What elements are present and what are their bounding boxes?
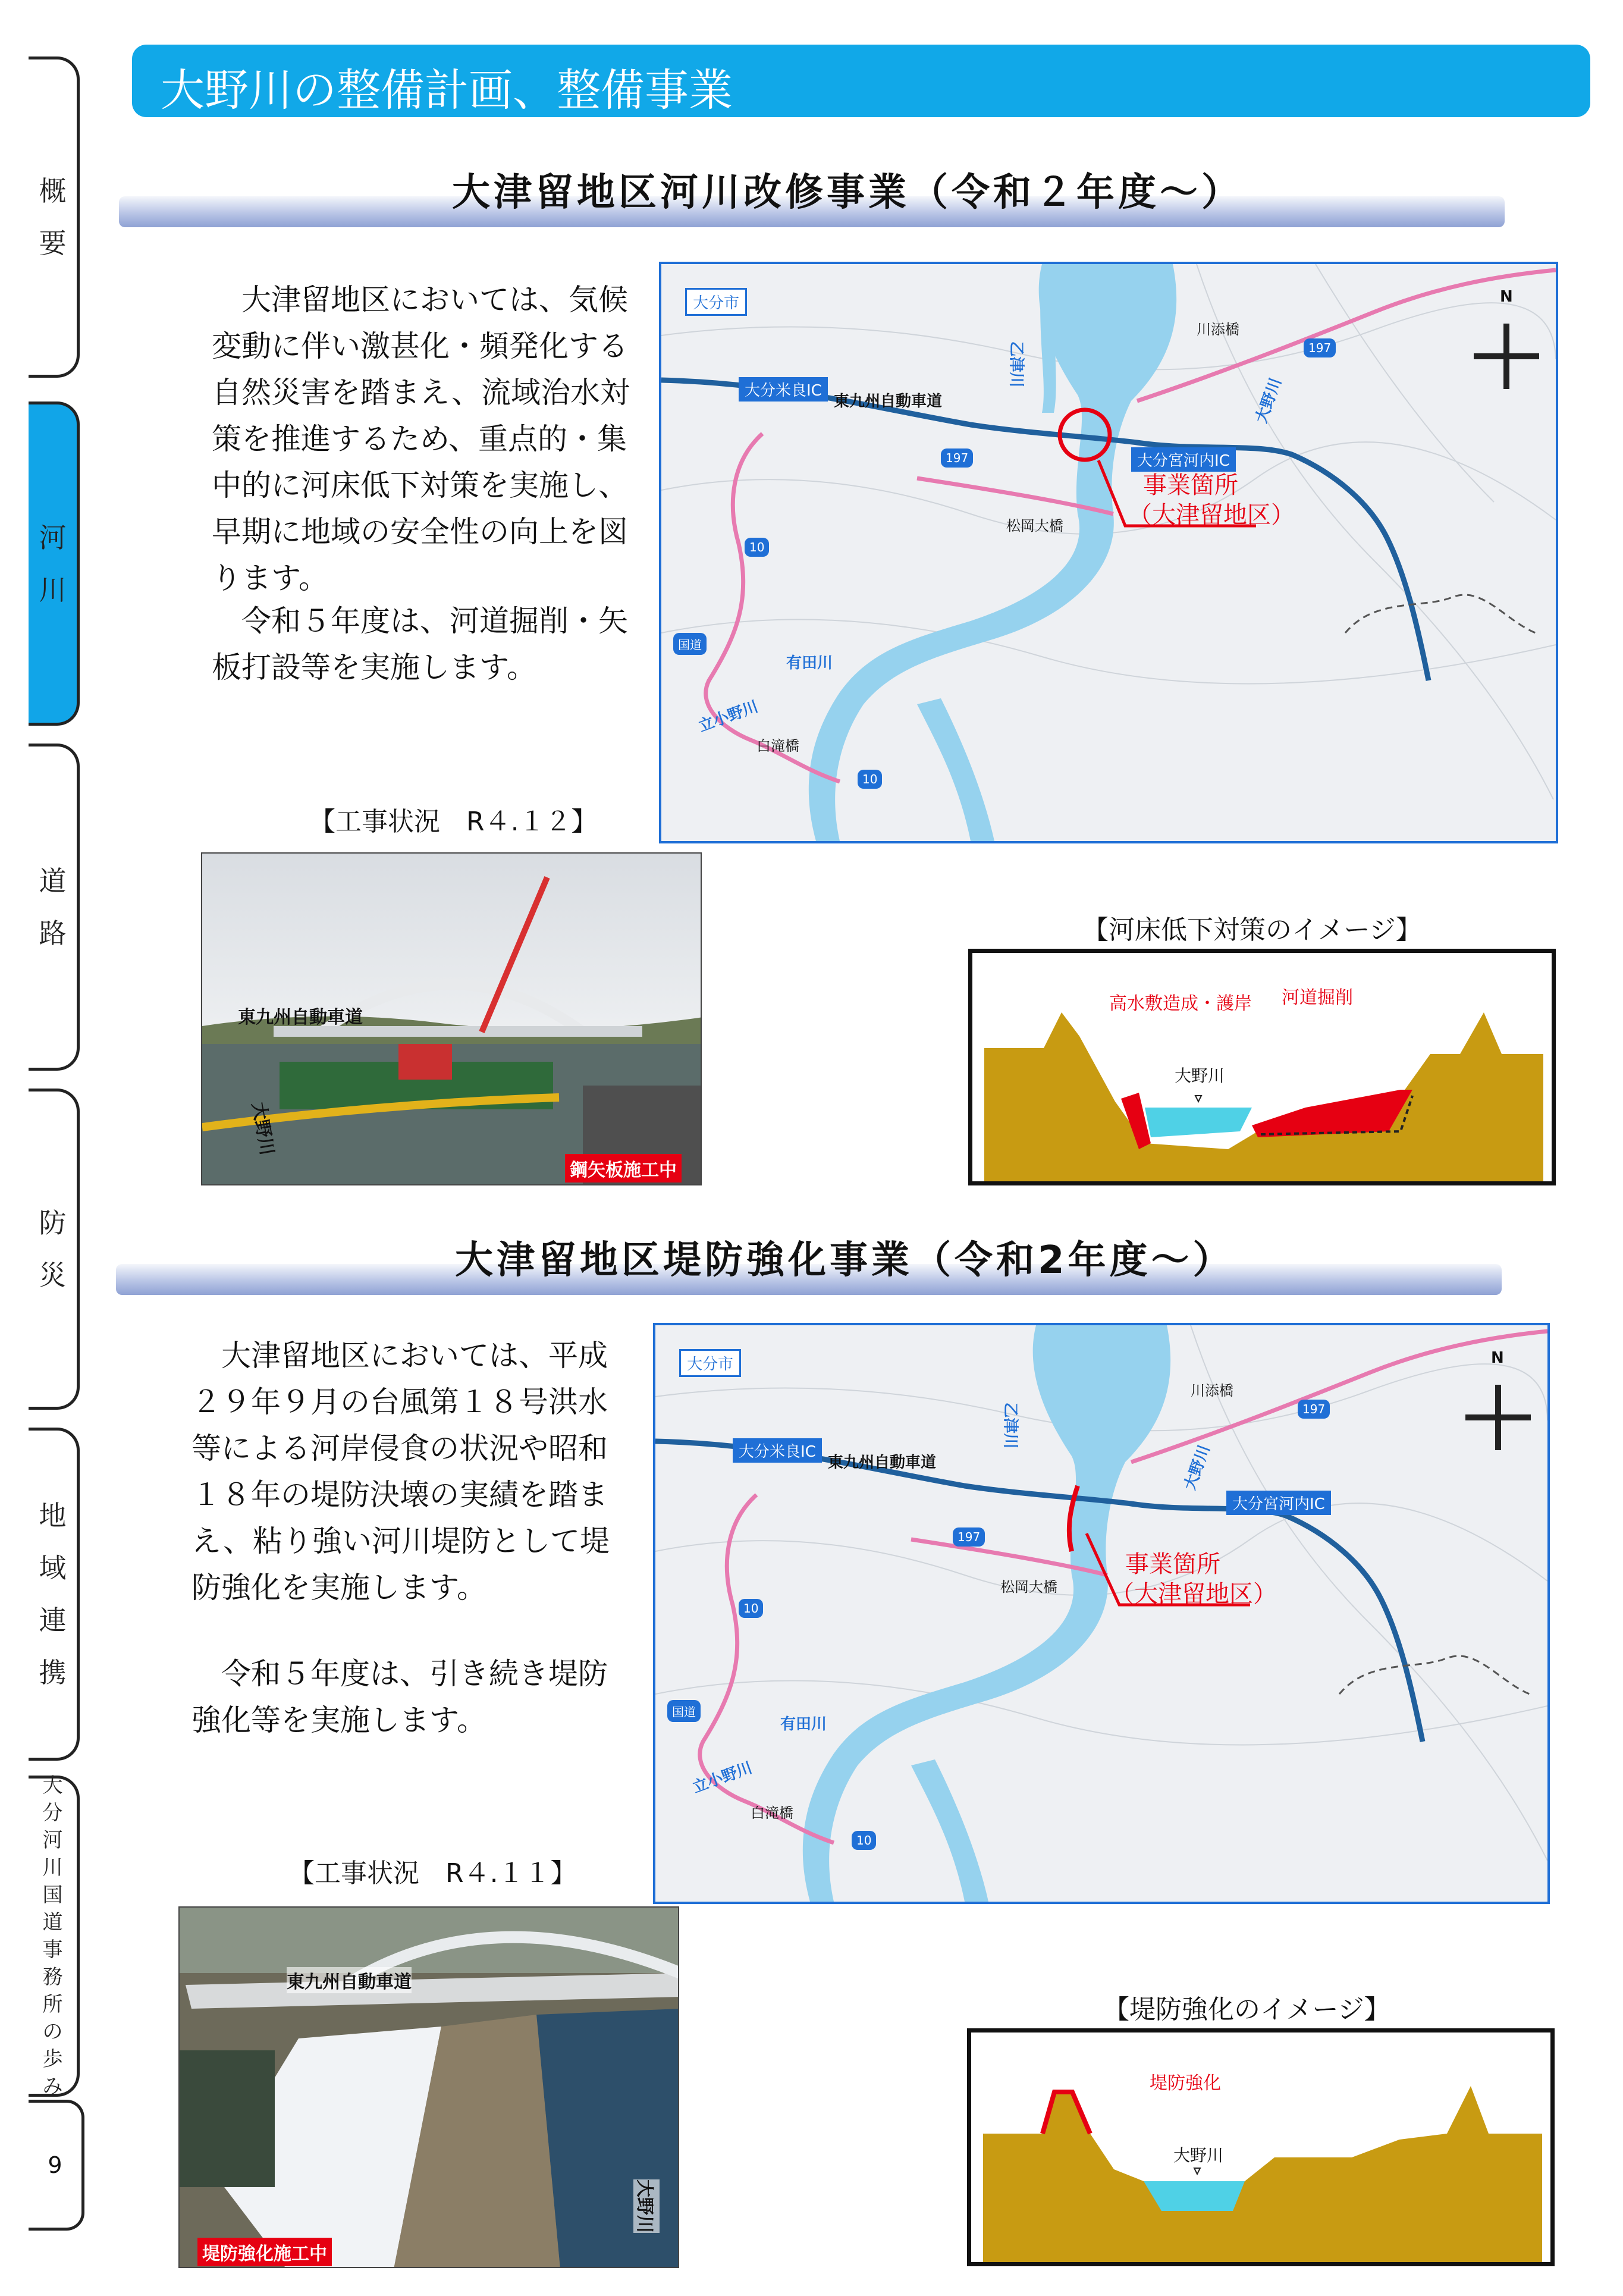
map-site-area-label: （大津留地区） (1110, 1580, 1277, 1608)
map-route-marker: 10 (858, 770, 882, 789)
section1-location-map (659, 262, 1558, 843)
map-ic-label: 大分宮河内IC (1131, 447, 1236, 472)
diagram-label-river: 大野川 (1175, 1066, 1225, 1086)
map-bridge-label: 川添橋 (1197, 321, 1239, 338)
section1-photo-caption: 【工事状況 R４.１２】 (309, 807, 598, 837)
section2-location-map (653, 1323, 1550, 1904)
section2-embankment-diagram (967, 2028, 1555, 2266)
side-tab-char: 大 (42, 1774, 63, 1798)
side-tab-char: 川 (39, 573, 67, 606)
photo-label-expressway: 東九州自動車道 (287, 1967, 412, 1993)
side-tab-char: 要 (39, 227, 67, 259)
map-river-label: 乙津川 (1001, 1402, 1019, 1449)
side-tab-char: 路 (39, 917, 67, 949)
side-tab-char: 防 (39, 1207, 67, 1239)
side-tab-char: 道 (39, 865, 67, 897)
section1-diagram-caption: 【河床低下対策のイメージ】 (1082, 915, 1422, 945)
side-tab-road[interactable] (29, 744, 80, 1071)
section1-paragraph2: 令和５年度は、河道掘削・矢板打設等を実施します。 (212, 604, 628, 685)
map-river-label: 大野川 (1252, 375, 1285, 426)
map-river-label: 乙津川 (1007, 341, 1025, 388)
map-expressway-label: 東九州自動車道 (834, 393, 943, 410)
section2-photo-caption: 【工事状況 R４.１１】 (288, 1858, 577, 1889)
side-tab-char: 川 (42, 1856, 63, 1880)
section2-title: 大津留地区堤防強化事業（令和2年度～） (455, 1238, 1235, 1282)
map-site-label: 事業箇所 (1143, 472, 1238, 499)
side-tab-char: 道 (42, 1911, 63, 1934)
side-tab-char: 歩 (42, 2047, 63, 2071)
section2-diagram-caption: 【堤防強化のイメージ】 (1103, 1994, 1390, 2025)
diagram-label: 堤防強化 (1150, 2073, 1221, 2094)
map-river-label: 立小野川 (690, 1758, 755, 1797)
map-route-marker: 10 (739, 1599, 763, 1618)
map-river-label: 大野川 (1181, 1442, 1214, 1493)
diagram-graphic (972, 953, 1552, 1181)
map-route-marker: 197 (953, 1527, 985, 1547)
map-route-marker: 197 (941, 448, 973, 468)
map-route-marker: 国道 (667, 1700, 701, 1722)
map-river-label: 有田川 (780, 1715, 827, 1733)
side-tab-char: 事 (42, 1938, 63, 1962)
section1-riverbed-diagram (968, 949, 1556, 1185)
north-arrow-icon: N (1500, 288, 1513, 306)
photo-label-work: 鋼矢板施工中 (565, 1154, 682, 1182)
section1-construction-photo (201, 852, 702, 1185)
side-tab-char: 分 (42, 1801, 63, 1825)
side-tab-char: み (42, 2075, 63, 2099)
side-tab-community[interactable] (29, 1428, 80, 1761)
map-route-marker: 国道 (673, 633, 707, 655)
side-tab-char: 携 (39, 1657, 67, 1689)
map-route-marker: 10 (745, 538, 769, 557)
map-ic-label: 大分宮河内IC (1226, 1491, 1331, 1515)
map-site-area-label: （大津留地区） (1128, 501, 1295, 529)
map-route-marker: 197 (1304, 338, 1336, 357)
page-title: 大野川の整備計画、整備事業 (161, 65, 733, 116)
map-bridge-label: 松岡大橋 (1000, 1579, 1057, 1595)
photo-label-work: 堤防強化施工中 (197, 2238, 332, 2266)
side-tab-char: 務 (42, 1965, 63, 1989)
map-city-label: 大分市 (679, 1349, 741, 1377)
map-site-label: 事業箇所 (1125, 1551, 1220, 1578)
section2-construction-photo (178, 1906, 679, 2268)
map-ic-label: 大分米良IC (739, 377, 828, 402)
north-arrow-icon: N (1491, 1349, 1504, 1367)
map-ic-label: 大分米良IC (733, 1438, 822, 1463)
side-tab-char: 災 (39, 1259, 67, 1291)
side-tab-disaster[interactable] (29, 1089, 80, 1410)
map-river-label: 立小野川 (696, 697, 761, 736)
map-bridge-label: 松岡大橋 (1006, 517, 1063, 534)
section1-title: 大津留地区河川改修事業（令和２年度～） (452, 171, 1243, 215)
photo-graphic (180, 1908, 679, 2268)
side-tab-char: 連 (39, 1604, 67, 1636)
section1-paragraph1: 大津留地区においては、気候変動に伴い激甚化・頻発化する自然災害を踏まえ、流域治水対策を推進するため、重点的・集中的に河床低下対策を実施し、早期に地域の安全性の向上を図ります。 (212, 283, 630, 595)
side-tab-history[interactable] (29, 1776, 80, 2097)
section2-paragraph1: 大津留地区においては、平成２９年９月の台風第１８号洪水等による河岸侵食の状況や昭和１８年の堤防決壊の実績を踏まえ、粘り強い河川堤防として堤防強化を実施します。 (192, 1338, 610, 1605)
side-tab-char: 概 (39, 175, 67, 207)
diagram-label-river: 大野川 (1173, 2146, 1224, 2165)
side-tab-char: 国 (42, 1883, 63, 1907)
map-route-marker: 197 (1298, 1400, 1330, 1419)
map-bridge-label: 白滝橋 (751, 1805, 793, 1821)
side-tab-char: 地 (39, 1500, 67, 1532)
page-number-text: 9 (48, 2152, 62, 2178)
map-route-marker: 10 (852, 1831, 876, 1850)
side-tab-char: 河 (42, 1828, 63, 1852)
photo-label-expressway: 東九州自動車道 (238, 1007, 363, 1028)
side-tab-char: 域 (39, 1552, 67, 1584)
side-tab-char: 所 (42, 1993, 63, 2016)
side-tab-char: の (42, 2020, 63, 2044)
photo-label-river: 大野川 (247, 1100, 278, 1157)
side-tab-overview[interactable] (29, 57, 80, 378)
diagram-label-right: 河道掘削 (1282, 987, 1353, 1008)
page-number (29, 2100, 84, 2231)
diagram-label-left: 高水敷造成・護岸 (1109, 993, 1252, 1014)
map-bridge-label: 川添橋 (1191, 1382, 1233, 1399)
map-city-label: 大分市 (685, 288, 747, 316)
photo-label-river: 大野川 (633, 2179, 660, 2233)
section2-paragraph2: 令和５年度は、引き続き堤防強化等を実施します。 (192, 1657, 608, 1737)
map-expressway-label: 東九州自動車道 (828, 1454, 937, 1472)
side-tab-river[interactable] (29, 402, 80, 726)
diagram-graphic (971, 2032, 1550, 2262)
map-river-label: 有田川 (786, 654, 833, 672)
page-header (132, 45, 1590, 117)
side-tab-char: 河 (39, 521, 67, 554)
map-bridge-label: 白滝橋 (756, 738, 799, 754)
